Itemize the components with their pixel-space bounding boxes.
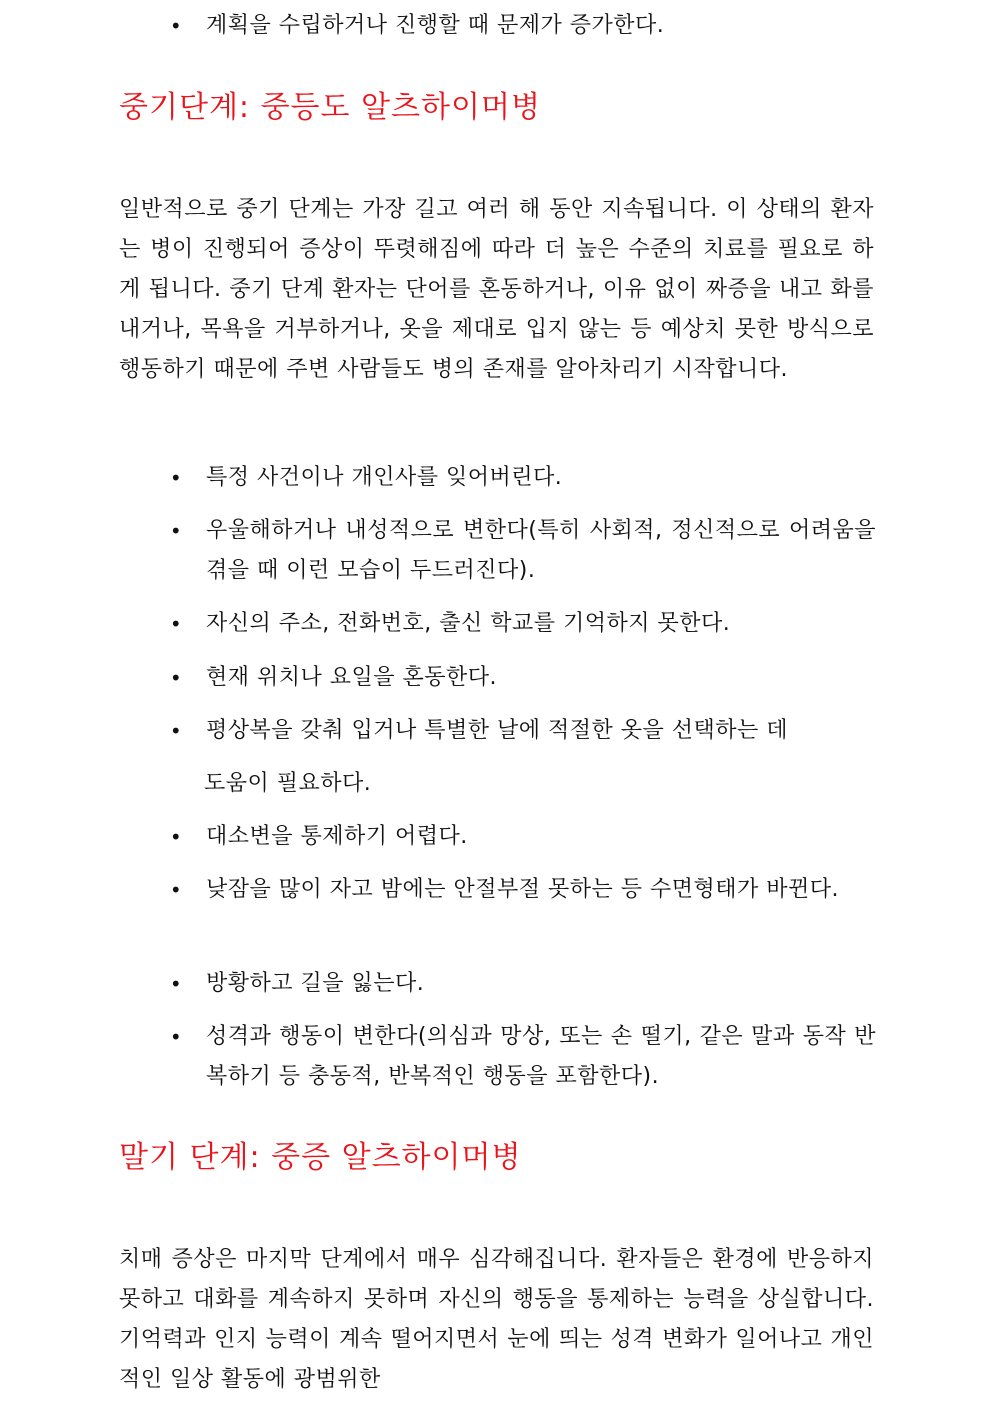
bullet-dot: • [169,519,183,543]
list-item [166,1017,876,1097]
bullet-dot: • [169,825,183,849]
bullet-dot: • [169,1025,183,1049]
section-heading-late-stage: 말기 단계: 중증 알츠하이머병 [119,1140,522,1175]
body-paragraph: 치매 증상은 마지막 단계에서 매우 심각해집니다. 환자들은 환경에 반응하지 못하고 대화를 계속하지 못하며 자신의 행동을 통제하는 능력을 상실합니다. 기억력과 인지 능력이 계속 떨어지면서 눈에 띄는 성격 변화가 일어나고 개인적인 일상 활동에 광범위한 [119,1247,874,1392]
body-paragraph: 일반적으로 중기 단계는 가장 길고 여러 해 동안 지속됩니다. 이 상태의 환자는 병이 진행되어 증상이 뚜렷해짐에 따라 더 높은 수준의 치료를 필요로 하게 됩니다. 중기 단계 환자는 단어를 혼동하거나, 이유 없이 짜증을 내고 화를 내거나, 목욕을 거부하거나, 옷을 제대로 입지 않는 등 예상치 못한 방식으로 행동하기 때문에 주변 사람들도 병의 존재를 알아차리기 시작합니다. [119,197,874,382]
list-item-text: 특정 사건이나 개인사를 잊어버린다. [206,465,563,490]
list-item-text: 평상복을 갖춰 입거나 특별한 날에 적절한 옷을 선택하는 데 [206,718,788,743]
section-heading-middle-stage: 중기단계: 중등도 알츠하이머병 [119,90,541,125]
list-item-text: 우울해하거나 내성적으로 변한다(특히 사회적, 정신적으로 어려움을 겪을 때 이런 모습이 두드러진다). [206,518,876,583]
list-item [166,511,876,591]
list-item-text: 성격과 행동이 변한다(의심과 망상, 또는 손 떨기, 같은 말과 동작 반복하기 등 충동적, 반복적인 행동을 포함한다). [206,1024,876,1089]
list-item-text: 대소변을 통제하기 어렵다. [206,824,468,849]
bullet-dot: • [169,878,183,902]
bullet-dot: • [169,719,183,743]
list-item [166,604,876,644]
list-item [166,6,876,46]
bullet-dot: • [169,466,183,490]
list-item [166,711,876,751]
bullet-dot: • [169,972,183,996]
list-item [166,458,876,498]
bullet-dot: • [169,14,183,38]
list-item [166,964,876,1004]
list-item-text: 자신의 주소, 전화번호, 출신 학교를 기억하지 못한다. [206,611,731,636]
list-item-text: 도움이 필요하다. [204,771,372,796]
list-item-text: 낮잠을 많이 자고 밤에는 안절부절 못하는 등 수면형태가 바뀐다. [206,877,839,902]
list-item [166,817,876,857]
list-item [166,658,876,698]
list-item-continuation [166,764,876,804]
list-item-text: 계획을 수립하거나 진행할 때 문제가 증가한다. [206,13,665,38]
list-item-text: 방황하고 길을 잃는다. [206,971,425,996]
list-item-text: 현재 위치나 요일을 혼동한다. [206,665,497,690]
bullet-dot: • [169,666,183,690]
list-item [166,870,876,910]
bullet-dot: • [169,612,183,636]
